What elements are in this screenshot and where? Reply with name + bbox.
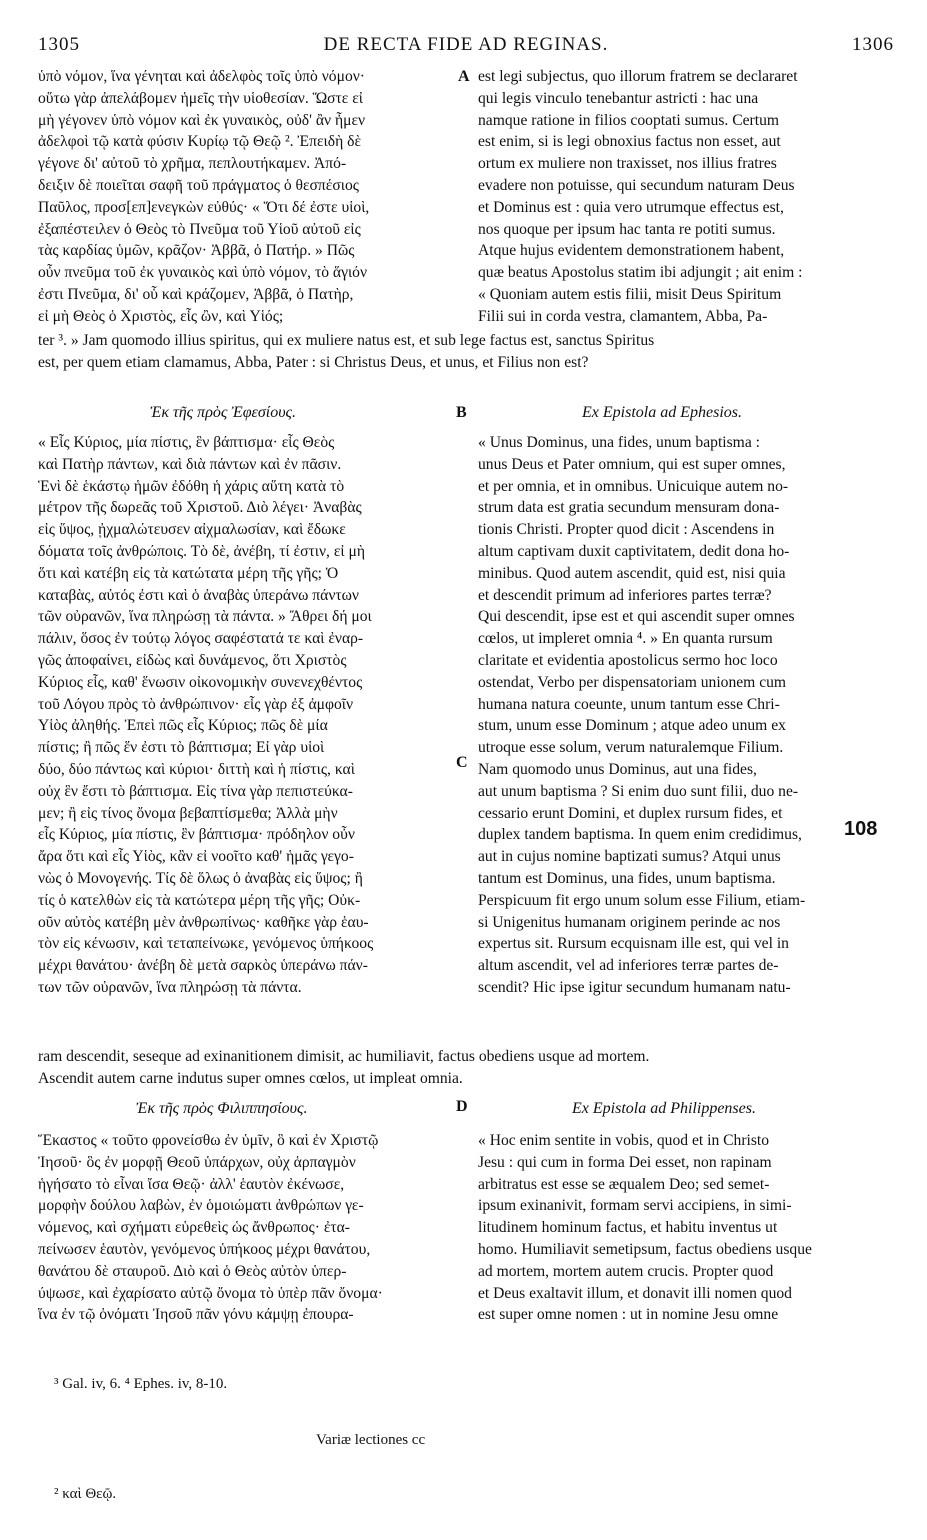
text-line: πάλιν, ὅσος ἐν τούτῳ λόγος σαφέστατά τε καὶ ἐναρ-: [38, 630, 364, 648]
text-line: scendit? Hic ipse igitur secundum humanam natu-: [478, 978, 791, 996]
margin-letter-d: D: [456, 1098, 468, 1115]
footnote-greek-variant: ² καὶ Θεῷ.: [54, 1486, 117, 1502]
text-line: expertus sit. Rursum ecquisnam ille est, qui vel in: [478, 935, 789, 953]
text-line: et Dominus est : quia vero utrumque effectus est,: [478, 198, 784, 216]
text-line: quæ beatus Apostolus statim ibi adjungit ; ait enim :: [478, 264, 803, 282]
text-line: stum, unum esse Dominum ; atque adeo unum ex: [478, 717, 786, 735]
text-line: οῦν αὐτὸς κατέβη μὲν ἀνθρωπίνως· καθῆκε γὰρ ἑαυ-: [38, 913, 369, 931]
text-line: δόματα τοῖς ἀνθρώποις. Τὸ δὲ, ἀνέβη, τί ἐστιν, εἰ μὴ: [38, 542, 365, 560]
text-line: ram descendit, seseque ad exinanitionem dimisit, ac humiliavit, factus obediens usque ad mortem.: [38, 1048, 650, 1065]
text-line: aut in cujus nomine baptizati sumus? Atqui unus: [478, 848, 781, 866]
text-line: humana natura coeunte, unum tantum esse Chri-: [478, 695, 780, 713]
text-line: est enim, si is legi obnoxius factus non esset, aut: [478, 133, 781, 151]
page-number-right: 1306: [852, 34, 894, 55]
text-line: ἵνα ἐν τῷ ὀνόματι Ἰησοῦ πᾶν γόνυ κάμψῃ ἐπουρα-: [38, 1306, 354, 1324]
text-line: litudinem hominum factus, et habitu inventus ut: [478, 1219, 778, 1237]
text-line: minibus. Quod autem ascendit, quid est, nisi quia: [478, 564, 786, 582]
text-line: nos quoque per ipsum hac tanta re potiti sumus.: [478, 220, 776, 238]
text-line: ortum ex muliere non traxisset, nos illius fratres: [478, 155, 777, 173]
greek-heading-philippenses: Ἐκ τῆς πρὸς Φιλιππησίους.: [136, 1100, 308, 1117]
text-line: namque ratione in filios cooptati sumus. Certum: [478, 111, 779, 129]
text-line: των τῶν οὐρανῶν, ἵνα πληρώσῃ τὰ πάντα.: [38, 978, 302, 996]
text-line: πίστις; ἢ πῶς ἕν ἐστι τὸ βάπτισμα; Εἰ γὰρ υἱοὶ: [38, 739, 325, 757]
text-line: Υἱὸς ἀληθής. Ἐπεὶ πῶς εἷς Κύριος; πῶς δὲ μία: [38, 717, 328, 735]
text-line: ύψωσε, καὶ ἐχαρίσατο αὐτῷ ὄνομα τὸ ὑπὲρ πᾶν ὄνομα·: [38, 1284, 383, 1302]
text-line: δειξιν δὲ ποιεῖται σαφῆ τοῦ πράγματος ὁ θεσπέσιος: [38, 176, 359, 194]
text-line: Παῦλος, προσ[επ]ενεγκὼν εὐθύς· « Ὅτι δέ ἐστε υἱοὶ,: [38, 198, 370, 216]
text-line: νόμενος, καὶ σχήματι εὑρεθεὶς ὡς ἄνθρωπος· ἐτα-: [38, 1219, 351, 1237]
text-line: Filii sui in corda vestra, clamantem, Abba, Pa-: [478, 307, 768, 325]
text-line: μορφὴν δούλου λαβὼν, ἐν ὁμοιώματι ἀνθρώπων γε-: [38, 1197, 364, 1215]
text-line: καὶ Πατὴρ πάντων, καὶ διὰ πάντων καὶ ἐν πᾶσιν.: [38, 455, 342, 473]
text-line: cessario erunt Domini, et duplex rursum fides, et: [478, 804, 783, 822]
fullwidth-block1: [38, 330, 890, 374]
text-line: ὑπὸ νόμον, ἵνα γένηται καὶ ἀδελφὸς τοῖς ὑπὸ νόμον·: [38, 68, 365, 85]
text-line: τίς ὁ κατελθὼν εἰς τὰ κατώτερα μέρη τῆς γῆς; Οὐκ-: [38, 891, 361, 909]
text-line: tantum est Dominus, una fides, unum baptisma.: [478, 869, 776, 887]
text-line: ter ³. » Jam quomodo illius spiritus, qui ex muliere natus est, et sub lege factus est, sanctus Spiritus: [38, 332, 655, 349]
margin-letter-b: B: [456, 404, 467, 421]
text-line: μεν; ἢ εἰς τίνος ὄνομα βεβαπτίσμεθα; Ἀλλὰ μὴν: [38, 804, 338, 822]
text-line: qui legis vinculo tenebantur astricti : hac una: [478, 89, 759, 107]
text-line: τῶν οὐρανῶν, ἵνα πληρώσῃ τὰ πάντα. » Ἄθρει δή μοι: [38, 608, 372, 626]
text-line: Ἰησοῦ· ὃς ἐν μορφῇ Θεοῦ ὑπάρχων, οὐχ ἁρπαγμὸν: [38, 1153, 356, 1171]
text-line: est super omne nomen : ut in nomine Jesu omne: [478, 1306, 779, 1324]
running-title: DE RECTA FIDE AD REGINAS.: [323, 34, 609, 55]
footnote-latin-refs: ³ Gal. iv, 6. ⁴ Ephes. iv, 8-10.: [54, 1376, 228, 1392]
latin-heading-ephesios: Ex Epistola ad Ephesios.: [582, 404, 742, 421]
text-line: μέχρι θανάτου· ἀνέβη δὲ μετὰ σαρκὸς ὑπεράνω πάν-: [38, 957, 368, 975]
text-line: ἡγήσατο τὸ εἶναι ἴσα Θεῷ· ἀλλ' ἑαυτὸν ἐκένωσε,: [38, 1175, 345, 1193]
greek-column-block2: [38, 432, 458, 999]
text-line: altum ascendit, vel ad inferiores terræ partes de-: [478, 957, 779, 975]
text-line: utroque esse solum, verum naturalemque Filium.: [478, 739, 784, 757]
text-line: ἐξαπέστειλεν ὁ Θεὸς τὸ Πνεῦμα τοῦ Υἱοῦ αὐτοῦ εἰς: [38, 220, 361, 238]
column-number: 108: [844, 818, 878, 840]
text-line: aut unum baptisma ? Si enim duo sunt filii, duo ne-: [478, 782, 799, 800]
text-line: cœlos, ut impleret omnia ⁴. » En quanta rursum: [478, 630, 773, 648]
text-line: Κύριος εἷς, καθ' ἕνωσιν οἰκονομικὴν συνενεχθέντος: [38, 673, 363, 691]
text-line: Ἑνὶ δὲ ἑκάστῳ ἡμῶν ἐδόθη ἡ χάρις αὕτη κατὰ τὸ: [38, 477, 345, 495]
text-line: « Quoniam autem estis filii, misit Deus Spiritum: [478, 285, 782, 303]
text-line: μὴ γέγονεν ὑπὸ νόμον καὶ ἐκ γυναικὸς, οὐδ' ἂν ἦμεν: [38, 111, 366, 129]
text-line: « Εἷς Κύριος, μία πίστις, ἓν βάπτισμα· εἷς Θεὸς: [38, 434, 335, 451]
text-line: οὖν πνεῦμα τοῦ ἐκ γυναικὸς καὶ ὑπὸ νόμον, τὸ ἅγιόν: [38, 264, 368, 282]
text-line: Ascendit autem carne indutus super omnes cœlos, ut impleat omnia.: [38, 1070, 463, 1087]
page-header: [38, 34, 894, 58]
variae-lectiones-label: Variæ lectiones cc: [316, 1432, 426, 1448]
text-line: altum captivam duxit captivitatem, dedit dona ho-: [478, 542, 790, 560]
text-line: arbitratus est esse se æqualem Deo; sed semet-: [478, 1175, 770, 1193]
latin-column-block2: [478, 432, 890, 999]
text-line: δύο, δύο πάντως καὶ κύριοι· διττὴ καὶ ἡ πίστις, καὶ: [38, 760, 355, 778]
text-line: Atque hujus evidentem demonstrationem habent,: [478, 242, 785, 260]
fullwidth-block2: [38, 1046, 890, 1090]
text-line: evadere non potuisse, qui secundum naturam Deus: [478, 176, 795, 194]
text-line: ipsum exinanivit, formam servi accipiens, in simi-: [478, 1197, 792, 1215]
text-line: Perspicuum fit ergo unum solum esse Filium, etiam-: [478, 891, 806, 909]
text-line: εἷς Κύριος, μία πίστις, ἓν βάπτισμα· πρόδηλον οὖν: [38, 826, 355, 844]
text-line: ad mortem, mortem autem crucis. Propter quod: [478, 1262, 774, 1280]
text-line: οὕτω γὰρ ἀπελάβομεν ἡμεῖς τὴν υἱοθεσίαν. Ὥστε εἰ: [38, 89, 364, 107]
text-line: ἐστι Πνεῦμα, δι' οὗ καὶ κράζομεν, Ἀββᾶ, ὁ Πατὴρ,: [38, 285, 354, 303]
text-line: si Unigenitus humanam originem perinde ac nos: [478, 913, 781, 931]
text-line: Jesu : qui cum in forma Dei esset, non rapinam: [478, 1153, 772, 1171]
text-line: unus Deus et Pater omnium, qui est super omnes,: [478, 455, 786, 473]
latin-column-block1: [478, 66, 890, 328]
greek-column-block3: [38, 1130, 458, 1326]
text-line: ἀδελφοὶ τῷ κατὰ φύσιν Κυρίῳ τῷ Θεῷ ². Ἐπειδὴ δὲ: [38, 133, 362, 151]
text-line: γῶς ἀποφαίνει, εἰδὼς καὶ δυνάμενος, ὅτι Χριστὸς: [38, 651, 347, 669]
text-line: duplex tandem baptisma. In quem enim credidimus,: [478, 826, 802, 844]
text-line: et Deus exaltavit illum, et donavit illi nomen quod: [478, 1284, 792, 1302]
text-line: ἄρα ὅτι καὶ εἷς Υἱὸς, κἂν εἰ νοοῖτο καθ' ἡμᾶς γεγο-: [38, 848, 354, 866]
text-line: τοῦ Λόγου πρὸς τὸ ἀνθρώπινον· εἷς γὰρ ἐξ ἀμφοῖν: [38, 695, 354, 713]
text-line: πείνωσεν ἑαυτὸν, γενόμενος ὑπήκοος μέχρι θανάτου,: [38, 1240, 371, 1258]
text-line: Nam quomodo unus Dominus, aut una fides,: [478, 760, 757, 778]
page-number-left: 1305: [38, 34, 80, 55]
text-line: Qui descendit, ipse est et qui ascendit super omnes: [478, 608, 795, 626]
text-line: ὅτι καὶ κατέβη εἰς τὰ κατώτατα μέρη τῆς γῆς; Ὁ: [38, 564, 339, 582]
text-line: ostendat, Verbo per dispensatoriam unionem cum: [478, 673, 787, 691]
text-line: μέτρον τῆς δωρεᾶς τοῦ Χριστοῦ. Διὸ λέγει· Ἀναβὰς: [38, 499, 362, 517]
text-line: εἰ μὴ Θεὸς ὁ Χριστὸς, εἷς ὢν, καὶ Υἱός;: [38, 307, 284, 325]
text-line: νὼς ὁ Μονογενής. Τίς δὲ ὅλως ὁ ἀναβὰς εἰς ὕψος; ἢ: [38, 869, 363, 887]
text-line: et per omnia, et in omnibus. Unicuique autem no-: [478, 477, 789, 495]
text-line: « Hoc enim sentite in vobis, quod et in Christo: [478, 1132, 770, 1149]
text-line: γέγονε δι' αὐτοῦ τὸ χρῆμα, πεπλουτήκαμεν. Ἀπό-: [38, 155, 347, 173]
text-line: tionis Christi. Propter quod dicit : Ascendens in: [478, 521, 775, 539]
greek-column-block1: [38, 66, 458, 328]
text-line: claritate et evidentia apostolicus sermo hoc loco: [478, 651, 778, 669]
text-line: καταβὰς, αὐτός ἐστι καὶ ὁ ἀναβὰς ὑπεράνω πάντων: [38, 586, 359, 604]
text-line: εἰς ὕψος, ᾐχμαλώτευσεν αἰχμαλωσίαν, καὶ ἔδωκε: [38, 521, 346, 539]
text-line: est, per quem etiam clamamus, Abba, Pater : si Christus Deus, et unus, et Filius non est?: [38, 354, 589, 371]
text-line: θανάτου δὲ σταυροῦ. Διὸ καὶ ὁ Θεὸς αὐτὸν ὑπερ-: [38, 1262, 347, 1280]
text-line: τὸν εἰς κένωσιν, καὶ τεταπείνωκε, γενόμενος ὑπήκοος: [38, 935, 374, 953]
latin-heading-philippenses: Ex Epistola ad Philippenses.: [572, 1100, 756, 1117]
text-line: est legi subjectus, quo illorum fratrem se declararet: [478, 68, 798, 85]
text-line: homo. Humiliavit semetipsum, factus obediens usque: [478, 1240, 812, 1258]
greek-heading-ephesios: Ἐκ τῆς πρὸς Ἐφεσίους.: [150, 404, 297, 421]
margin-letter-a: A: [458, 68, 470, 85]
text-line: οὐχ ἓν ἔστι τὸ βάπτισμα. Εἰς τίνα γὰρ πεπιστεύκα-: [38, 782, 353, 800]
text-line: Ἕκαστος « τοῦτο φρονείσθω ἐν ὑμῖν, ὃ καὶ ἐν Χριστῷ: [38, 1132, 379, 1149]
latin-column-block3: [478, 1130, 890, 1326]
margin-letter-c: C: [456, 754, 468, 771]
text-line: τὰς καρδίας ὑμῶν, κρᾶζον· Ἀββᾶ, ὁ Πατήρ. » Πῶς: [38, 242, 355, 260]
text-line: « Unus Dominus, una fides, unum baptisma :: [478, 434, 760, 451]
text-line: strum data est gratia secundum mensuram dona-: [478, 499, 780, 517]
text-line: et descendit primum ad inferiores partes terræ?: [478, 586, 772, 604]
